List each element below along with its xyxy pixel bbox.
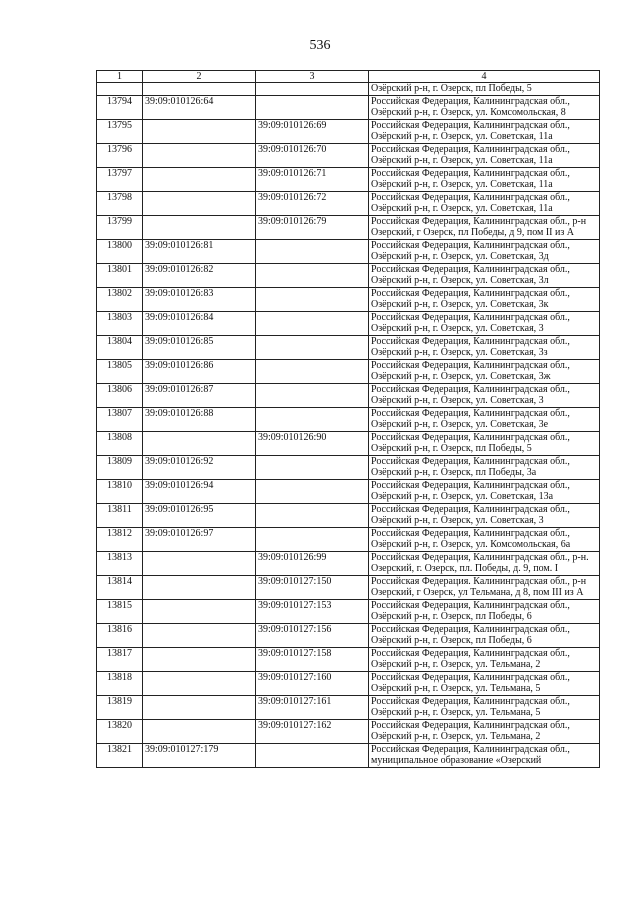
cadastral-number-alt-cell [256,311,369,335]
cadastral-number-alt-cell: 39:09:010127:161 [256,695,369,719]
address-cell: Российская Федерация, Калининградская обл., Озёрский р-н, г. Озерск, ул. Советская, 11а [369,191,600,215]
cadastral-number-cell: 39:09:010126:82 [143,263,256,287]
cadastral-number-alt-cell: 39:09:010126:99 [256,551,369,575]
row-number-cell: 13807 [97,407,143,431]
cadastral-number-alt-cell [256,743,369,767]
cadastral-number-alt-cell [256,95,369,119]
table-row [97,215,600,239]
cadastral-number-cell [143,191,256,215]
row-number-cell: 13800 [97,239,143,263]
address-cell: Российская Федерация, Калининградская обл., Озёрский р-н, г. Озерск, ул. Тельмана, 5 [369,671,600,695]
cadastral-number-alt-cell [256,455,369,479]
cadastral-number-cell [143,671,256,695]
column-header-4: 4 [369,71,600,83]
address-cell: Российская Федерация, Калининградская обл., Озёрский р-н, г. Озерск, ул. Тельмана, 2 [369,647,600,671]
cadastral-number-cell: 39:09:010127:179 [143,743,256,767]
cadastral-number-alt-cell [256,527,369,551]
row-number-cell: 13803 [97,311,143,335]
page-number: 536 [309,38,331,53]
table-row [97,407,600,431]
cadastral-number-cell [143,431,256,455]
row-number-cell: 13799 [97,215,143,239]
row-number-cell: 13796 [97,143,143,167]
row-number-cell: 13797 [97,167,143,191]
table-body [97,83,600,768]
row-number-cell: 13816 [97,623,143,647]
address-cell: Российская Федерация. Калининградская обл., р-н Озерский, г Озерск, ул Тельмана, д 8, пом III из А [369,575,600,599]
table-row [97,575,600,599]
table-row [97,479,600,503]
cadastral-number-cell [143,143,256,167]
address-cell: Российская Федерация, Калининградская обл., Озёрский р-н, г. Озерск, ул. Советская, 3д [369,239,600,263]
table-row [97,695,600,719]
row-number-cell: 13806 [97,383,143,407]
table-row [97,719,600,743]
address-cell: Российская Федерация, Калининградская обл., Озёрский р-н, г. Озерск, ул. Советская, 11а [369,167,600,191]
address-cell: Российская Федерация, Калининградская обл., Озёрский р-н, г. Озерск, ул. Советская, 3 [369,383,600,407]
table-row [97,527,600,551]
cadastral-number-alt-cell [256,239,369,263]
address-cell: Российская Федерация, Калининградская обл., Озёрский р-н, г. Озерск, пл Победы, 3а [369,455,600,479]
address-cell: Российская Федерация, Калининградская обл., Озёрский р-н, г. Озерск, ул. Советская, 3 [369,311,600,335]
cadastral-number-alt-cell: 39:09:010126:79 [256,215,369,239]
cadastral-number-alt-cell [256,383,369,407]
table-row [97,119,600,143]
cadastral-number-cell: 39:09:010126:83 [143,287,256,311]
cadastral-number-cell: 39:09:010126:87 [143,383,256,407]
cadastral-number-alt-cell: 39:09:010127:150 [256,575,369,599]
cadastral-number-alt-cell: 39:09:010127:158 [256,647,369,671]
address-cell: Российская Федерация, Калининградская обл., Озёрский р-н, г. Озерск, ул. Советская, 3л [369,263,600,287]
cadastral-number-cell: 39:09:010126:84 [143,311,256,335]
cadastral-number-cell [143,647,256,671]
cadastral-number-cell: 39:09:010126:97 [143,527,256,551]
table-row [97,623,600,647]
row-number-cell: 13815 [97,599,143,623]
address-cell: Российская Федерация, Калининградская обл., Озёрский р-н, г. Озерск, ул. Советская, 3е [369,407,600,431]
cadastral-number-alt-cell [256,287,369,311]
address-cell: Озёрский р-н, г. Озерск, пл Победы, 5 [369,83,600,96]
cadastral-number-alt-cell: 39:09:010127:153 [256,599,369,623]
table-row [97,167,600,191]
cadastral-number-alt-cell [256,335,369,359]
cadastral-number-alt-cell [256,263,369,287]
cadastral-number-alt-cell: 39:09:010127:162 [256,719,369,743]
table-row [97,239,600,263]
address-cell: Российская Федерация, Калининградская обл., Озёрский р-н, г. Озерск, ул. Советская, 3к [369,287,600,311]
cadastral-number-cell [143,119,256,143]
address-cell: Российская Федерация, Калининградская обл., Озёрский р-н, г. Озерск, ул. Комсомольская, 6а [369,527,600,551]
registry-table [96,70,600,768]
cadastral-number-cell [143,623,256,647]
cadastral-number-cell: 39:09:010126:95 [143,503,256,527]
cadastral-number-alt-cell: 39:09:010127:156 [256,623,369,647]
row-number-cell: 13812 [97,527,143,551]
cadastral-number-cell: 39:09:010126:92 [143,455,256,479]
address-cell: Российская Федерация, Калининградская обл., Озёрский р-н, г. Озерск, ул. Советская, 3ж [369,359,600,383]
address-cell: Российская Федерация, Калининградская обл., Озёрский р-н, г. Озерск, пл Победы, 5 [369,431,600,455]
row-number-cell: 13819 [97,695,143,719]
table-row [97,671,600,695]
address-cell: Российская Федерация, Калининградская обл., муниципальное образование «Озерский [369,743,600,767]
cadastral-number-alt-cell [256,503,369,527]
column-header-3: 3 [256,71,369,83]
address-cell: Российская Федерация, Калининградская обл., Озёрский р-н, г. Озерск, ул. Тельмана, 2 [369,719,600,743]
address-cell: Российская Федерация, Калининградская обл., Озёрский р-н, г. Озерск, пл Победы, 6 [369,623,600,647]
table-row [97,287,600,311]
row-number-cell: 13811 [97,503,143,527]
table-row [97,359,600,383]
address-cell: Российская Федерация, Калининградская обл., Озёрский р-н, г. Озерск, ул. Советская, 3з [369,335,600,359]
table-header [97,71,600,83]
cadastral-number-alt-cell [256,359,369,383]
row-number-cell [97,83,143,96]
table-row [97,95,600,119]
table-row [97,83,600,96]
table-row [97,143,600,167]
row-number-cell: 13808 [97,431,143,455]
cadastral-number-cell: 39:09:010126:64 [143,95,256,119]
row-number-cell: 13802 [97,287,143,311]
address-cell: Российская Федерация, Калининградская обл., р-н. Озерский, г. Озерск, пл. Победы, д. 9, пом. I [369,551,600,575]
table-row [97,647,600,671]
cadastral-number-cell [143,215,256,239]
row-number-cell: 13804 [97,335,143,359]
row-number-cell: 13818 [97,671,143,695]
table-row [97,431,600,455]
row-number-cell: 13798 [97,191,143,215]
table-row [97,503,600,527]
row-number-cell: 13801 [97,263,143,287]
cadastral-number-alt-cell: 39:09:010126:90 [256,431,369,455]
table-row [97,335,600,359]
cadastral-number-alt-cell [256,407,369,431]
cadastral-number-cell [143,83,256,96]
row-number-cell: 13817 [97,647,143,671]
address-cell: Российская Федерация, Калининградская обл., Озёрский р-н, г. Озерск, ул. Советская, 11а [369,143,600,167]
table-row [97,551,600,575]
cadastral-number-alt-cell: 39:09:010126:69 [256,119,369,143]
row-number-cell: 13814 [97,575,143,599]
cadastral-number-alt-cell [256,479,369,503]
cadastral-number-cell [143,167,256,191]
table-row [97,191,600,215]
row-number-cell: 13810 [97,479,143,503]
cadastral-number-cell [143,719,256,743]
row-number-cell: 13821 [97,743,143,767]
column-header-2: 2 [143,71,256,83]
cadastral-number-alt-cell: 39:09:010127:160 [256,671,369,695]
cadastral-number-cell: 39:09:010126:85 [143,335,256,359]
cadastral-number-cell: 39:09:010126:94 [143,479,256,503]
cadastral-number-cell [143,575,256,599]
cadastral-number-cell [143,599,256,623]
row-number-cell: 13794 [97,95,143,119]
address-cell: Российская Федерация, Калининградская обл., Озёрский р-н, г. Озерск, ул. Советская, 11а [369,119,600,143]
row-number-cell: 13820 [97,719,143,743]
cadastral-number-cell: 39:09:010126:86 [143,359,256,383]
cadastral-number-cell: 39:09:010126:88 [143,407,256,431]
table-row [97,311,600,335]
row-number-cell: 13805 [97,359,143,383]
cadastral-number-alt-cell: 39:09:010126:72 [256,191,369,215]
cadastral-number-cell [143,695,256,719]
table-row [97,263,600,287]
address-cell: Российская Федерация, Калининградская обл., Озёрский р-н, г. Озерск, пл Победы, 6 [369,599,600,623]
row-number-cell: 13809 [97,455,143,479]
address-cell: Российская Федерация, Калининградская обл., Озёрский р-н, г. Озерск, ул. Тельмана, 5 [369,695,600,719]
address-cell: Российская Федерация, Калининградская обл., Озёрский р-н, г. Озерск, ул. Советская, 3 [369,503,600,527]
header-row [97,71,600,83]
address-cell: Российская Федерация, Калининградская обл., р-н Озерский, г Озерск, пл Победы, д 9, пом II из А [369,215,600,239]
cadastral-number-alt-cell: 39:09:010126:71 [256,167,369,191]
table-row [97,599,600,623]
table-row [97,743,600,767]
column-header-1: 1 [97,71,143,83]
cadastral-number-alt-cell: 39:09:010126:70 [256,143,369,167]
address-cell: Российская Федерация, Калининградская обл., Озёрский р-н, г. Озерск, ул. Советская, 13а [369,479,600,503]
cadastral-number-alt-cell [256,83,369,96]
cadastral-number-cell: 39:09:010126:81 [143,239,256,263]
cadastral-number-cell [143,551,256,575]
table-row [97,455,600,479]
row-number-cell: 13795 [97,119,143,143]
table-row [97,383,600,407]
address-cell: Российская Федерация, Калининградская обл., Озёрский р-н, г. Озерск, ул. Комсомольская, 8 [369,95,600,119]
row-number-cell: 13813 [97,551,143,575]
